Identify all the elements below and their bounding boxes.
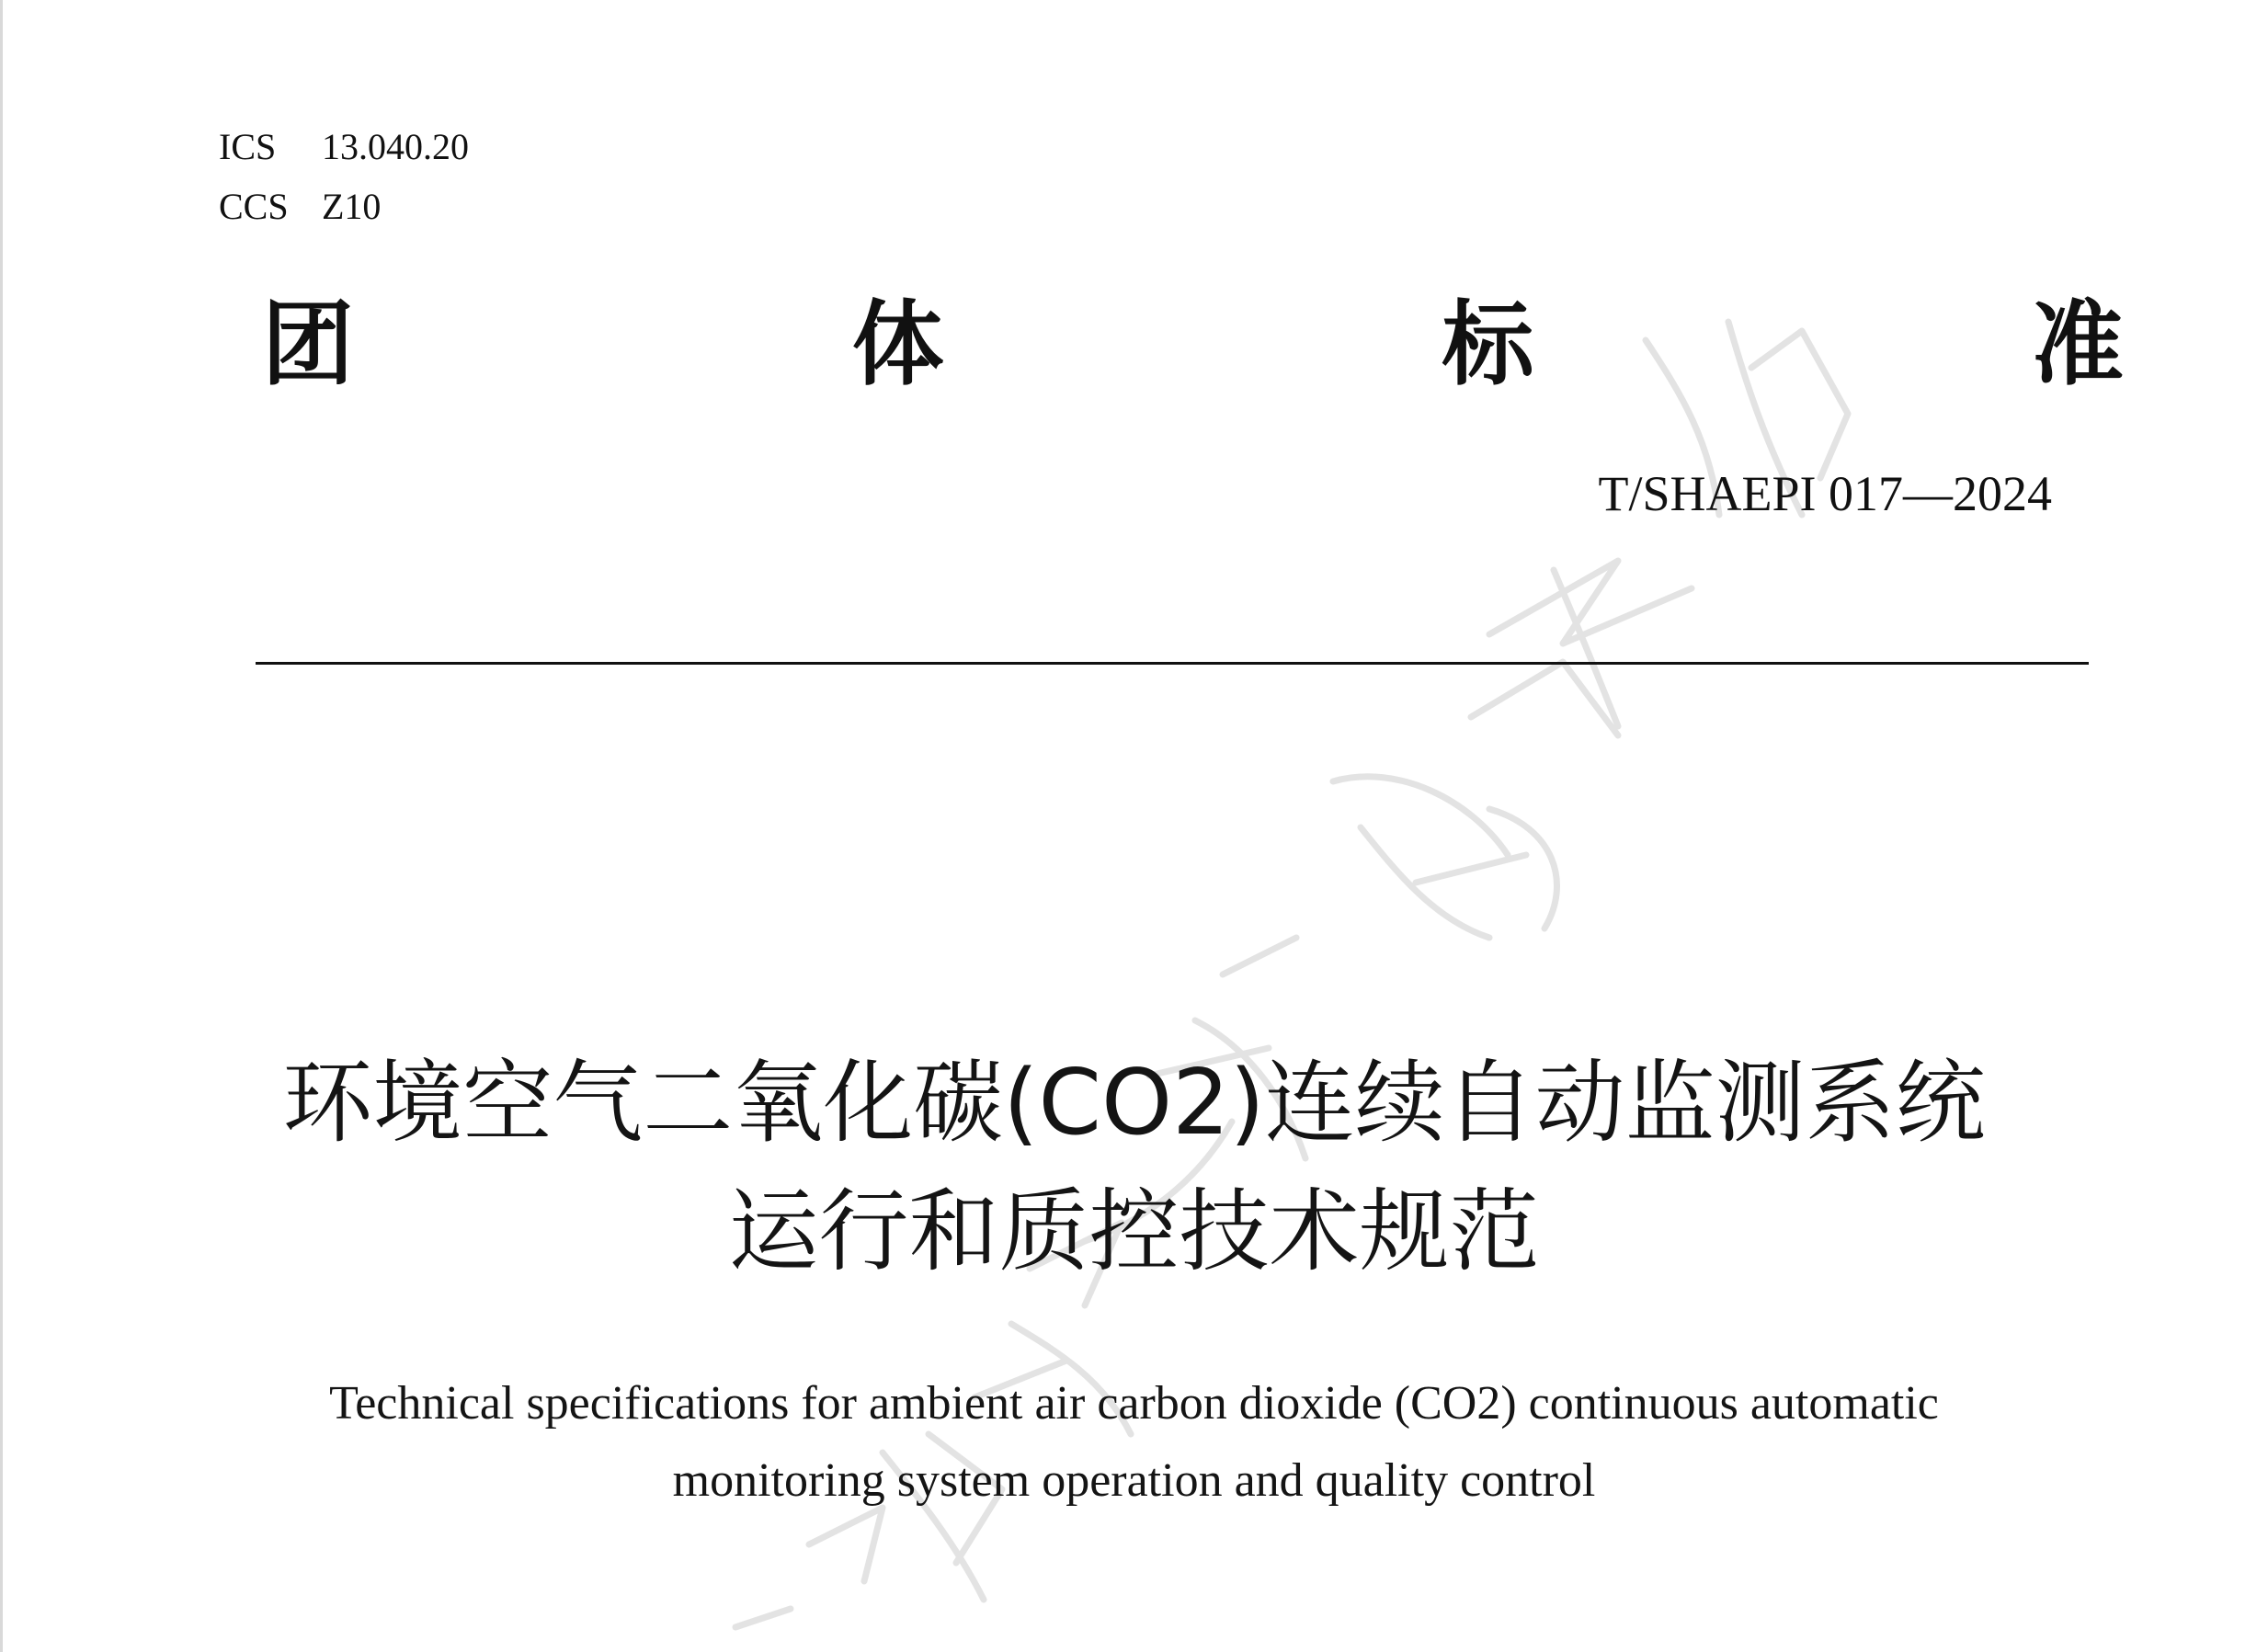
standard-type-char: 团 — [262, 291, 354, 398]
english-title — [138, 1365, 2130, 1520]
ccs-code: Z10 — [322, 186, 382, 227]
ics-label: ICS — [219, 126, 277, 167]
ics-code: 13.040.20 — [322, 126, 469, 167]
chinese-title-line-1: 环境空气二氧化碳(CO2)连续自动监测系统 — [282, 1051, 1986, 1156]
chinese-title-line-2: 运行和质控技术规范 — [728, 1179, 1540, 1284]
standard-type-char: 体 — [851, 291, 944, 398]
english-title-line-1: Technical specifications for ambient air carbon dioxide (CO2) continuous automatic — [329, 1377, 1939, 1430]
ccs-classification — [219, 184, 381, 230]
standard-type-heading — [262, 290, 2124, 400]
ccs-label: CCS — [219, 186, 289, 227]
standard-number: T/SHAEPI 017—2024 — [1598, 466, 2052, 521]
chinese-title — [138, 1039, 2130, 1296]
header-divider — [256, 662, 2089, 665]
standard-type-char: 标 — [1442, 291, 1534, 398]
english-title-line-2: monitoring system operation and quality control — [672, 1454, 1596, 1507]
ics-classification — [219, 124, 469, 170]
page-edge — [0, 0, 3, 1652]
standard-type-char: 准 — [2031, 291, 2124, 398]
